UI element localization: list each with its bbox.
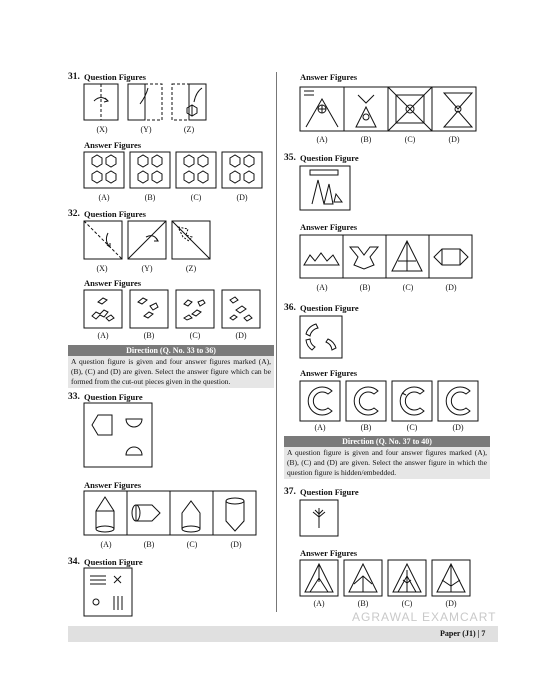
q31-ans-b: (B) (144, 193, 156, 202)
q33-ans-d: (D) (230, 540, 242, 549)
q36-ans-b: (B) (360, 423, 372, 432)
q34-title: Question Figure (84, 557, 143, 567)
column-divider (276, 72, 277, 612)
q35-figure (300, 166, 352, 212)
q34-answer-figures (300, 87, 480, 133)
q37-number: 37. (284, 487, 296, 497)
q33-title: Question Figure (84, 392, 143, 402)
direction-37-40-text: A question figure is given and four answer figures marked (A), (B), (C) and (D) are given. Select the answer figure in which the question figure is hidden/embedded. (284, 447, 490, 479)
q34-ans-a: (A) (316, 135, 328, 144)
q32-label-y: (Y) (141, 264, 153, 273)
q34-number: 34. (68, 557, 80, 567)
q34-ans-b: (B) (360, 135, 372, 144)
direction-33-36-text: A question figure is given and four answer figures marked (A), (B), (C) and (D) are given. Select the answer figure which can be formed from the cut-out pieces given in the question. (68, 356, 274, 388)
q32-number: 32. (68, 209, 80, 219)
q35-ans-c: (C) (402, 283, 414, 292)
q34-ans-d: (D) (448, 135, 460, 144)
q33-answer-figures (84, 491, 264, 537)
q31-label-y: (Y) (140, 125, 152, 134)
q36-answer-figures (300, 381, 480, 423)
q37-ans-c: (C) (401, 599, 413, 608)
q32-ans-d: (D) (235, 331, 247, 340)
q37-figure (300, 500, 340, 538)
q35-answer-figures (300, 235, 480, 281)
q32-answer-title: Answer Figures (84, 278, 142, 288)
q34-answer-title: Answer Figures (300, 72, 358, 82)
q32-ans-c: (C) (189, 331, 201, 340)
q32-ans-a: (A) (97, 331, 109, 340)
q33-number: 33. (68, 392, 80, 402)
q35-title: Question Figure (300, 153, 359, 163)
q34-figure (84, 568, 134, 618)
q31-answer-title: Answer Figures (84, 140, 142, 150)
q37-answer-figures (300, 560, 480, 598)
q32-title: Question Figures (84, 209, 146, 219)
direction-37-40-title: Direction (Q. No. 37 to 40) (284, 436, 490, 447)
q37-ans-a: (A) (313, 599, 325, 608)
q35-answer-title: Answer Figures (300, 222, 358, 232)
footer-bar (68, 626, 498, 642)
q36-answer-title: Answer Figures (300, 368, 358, 378)
q37-title: Question Figure (300, 487, 359, 497)
q33-ans-c: (C) (186, 540, 198, 549)
q33-figure (84, 403, 154, 469)
q33-answer-title: Answer Figures (84, 480, 142, 490)
q31-label-x: (X) (96, 125, 108, 134)
q31-ans-d: (D) (236, 193, 248, 202)
q32-label-z: (Z) (185, 264, 197, 273)
q31-ans-a: (A) (98, 193, 110, 202)
q31-answer-figures (84, 152, 264, 190)
page-number: Paper (J1) | 7 (440, 629, 486, 638)
q36-ans-a: (A) (314, 423, 326, 432)
q37-ans-d: (D) (445, 599, 457, 608)
q35-ans-d: (D) (445, 283, 457, 292)
q37-answer-title: Answer Figures (300, 548, 358, 558)
q37-ans-b: (B) (357, 599, 369, 608)
q32-label-x: (X) (96, 264, 108, 273)
q31-ans-c: (C) (190, 193, 202, 202)
q32-answer-figures (84, 290, 264, 330)
q33-ans-b: (B) (143, 540, 155, 549)
q36-title: Question Figure (300, 303, 359, 313)
q36-number: 36. (284, 303, 296, 313)
direction-33-36-title: Direction (Q. No. 33 to 36) (68, 345, 274, 356)
q36-ans-c: (C) (406, 423, 418, 432)
q31-number: 31. (68, 72, 80, 82)
q31-title: Question Figures (84, 72, 146, 82)
watermark: AGRAWAL EXAMCART (352, 610, 497, 624)
q35-ans-b: (B) (359, 283, 371, 292)
q36-figure (300, 316, 344, 360)
q31-fold-figures (84, 84, 204, 122)
q33-ans-a: (A) (100, 540, 112, 549)
q36-ans-d: (D) (452, 423, 464, 432)
q32-fold-figures (84, 221, 224, 261)
q35-ans-a: (A) (316, 283, 328, 292)
q31-label-z: (Z) (183, 125, 195, 134)
q35-number: 35. (284, 153, 296, 163)
q34-ans-c: (C) (404, 135, 416, 144)
q32-ans-b: (B) (143, 331, 155, 340)
